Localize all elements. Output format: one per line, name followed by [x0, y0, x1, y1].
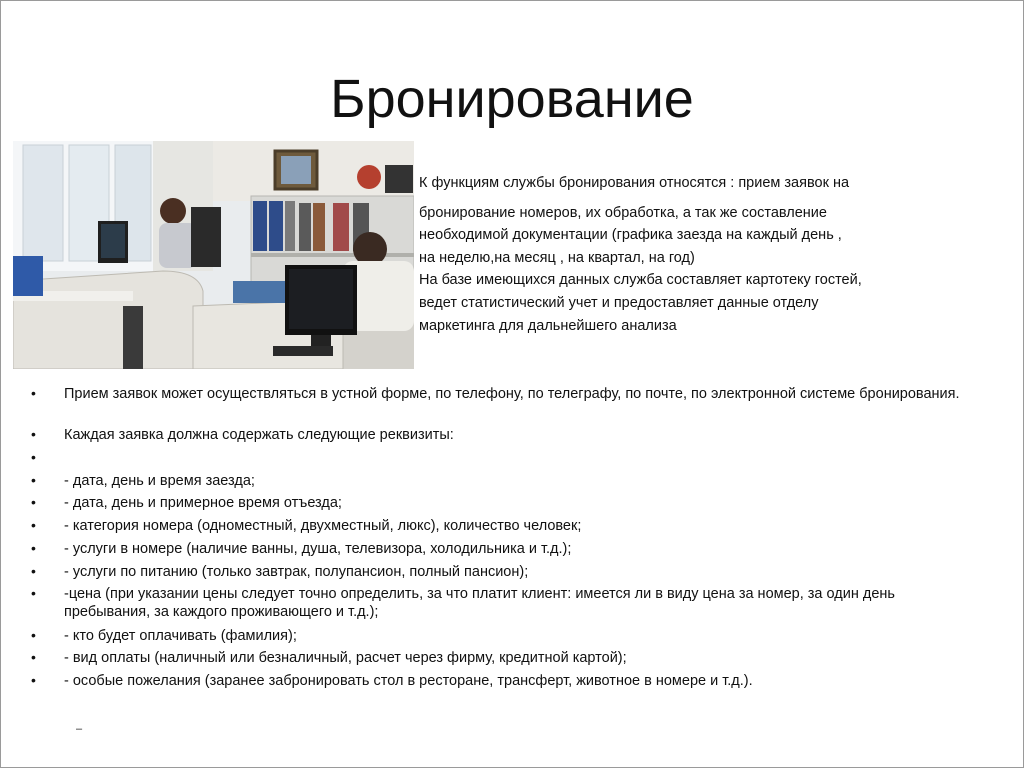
bullet-icon: •: [31, 672, 36, 688]
intro-line: На базе имеющихся данных служба составляет картотеку гостей,: [419, 272, 862, 288]
intro-line: ведет статистический учет и предоставляет данные отделу: [419, 295, 819, 311]
list-item-text: - дата, день и примерное время отъезда;: [64, 495, 342, 511]
bullet-icon: •: [31, 472, 36, 488]
bullet-icon: •: [31, 449, 36, 465]
intro-line: необходимой документации (графика заезда на каждый день ,: [419, 227, 842, 243]
office-photo-illustration: [13, 141, 414, 369]
bullet-icon: •: [31, 385, 36, 401]
intro-line: К функциям службы бронирования относятся : прием заявок на: [419, 175, 850, 191]
intro-line: на неделю,на месяц , на квартал, на год): [419, 250, 695, 266]
list-item-text: Прием заявок может осуществляться в устной форме, по телефону, по телеграфу, по почте, по электронной системе бронирования.: [64, 386, 960, 402]
bullet-icon: •: [31, 627, 36, 643]
list-item-text: Каждая заявка должна содержать следующие реквизиты:: [64, 427, 454, 443]
intro-line: бронирование номеров, их обработка, а так же составление: [419, 205, 827, 221]
list-item-text: - категория номера (одноместный, двухместный, люкс), количество человек;: [64, 518, 582, 534]
list-item-text: - услуги в номере (наличие ванны, душа, телевизора, холодильника и т.д.);: [64, 541, 572, 557]
list-item-text: -цена (при указании цены следует точно определить, за что платит клиент: имеется ли в виду цена за номер, за один день пребывания, за каждого проживающего и т.д.);: [64, 586, 895, 620]
slide-title: Бронирование: [330, 69, 694, 129]
list-item-text: - вид оплаты (наличный или безналичный, расчет через фирму, кредитной картой);: [64, 650, 627, 666]
bullet-icon: •: [31, 563, 36, 579]
footnote-mark: –: [76, 723, 83, 735]
bullet-icon: •: [31, 517, 36, 533]
list-item-text: - дата, день и время заезда;: [64, 473, 255, 489]
list-item-text: - услуги по питанию (только завтрак, полупансион, полный пансион);: [64, 564, 529, 580]
bullet-icon: •: [31, 585, 36, 601]
list-item-text: - особые пожелания (заранее забронировать стол в ресторане, трансферт, животное в номере и т.д.).: [64, 673, 753, 689]
bullet-icon: •: [31, 540, 36, 556]
bullet-icon: •: [31, 426, 36, 442]
office-photo: [13, 141, 414, 369]
bullet-icon: •: [31, 494, 36, 510]
intro-line: маркетинга для дальнейшего анализа: [419, 318, 677, 334]
bullet-icon: •: [31, 649, 36, 665]
list-item-text: - кто будет оплачивать (фамилия);: [64, 628, 297, 644]
